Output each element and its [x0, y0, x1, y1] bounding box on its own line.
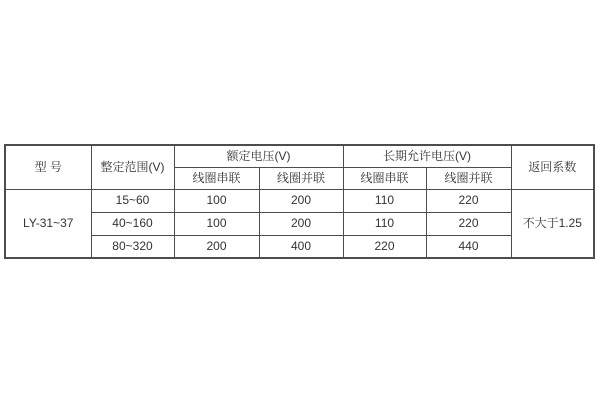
- header-setting-range: 整定范围(V): [91, 145, 174, 189]
- header-long-term-voltage: 长期允许电压(V): [343, 145, 511, 167]
- rated-series-value: 100: [174, 189, 259, 212]
- allow-parallel-value: 440: [426, 235, 511, 258]
- allow-series-value: 110: [343, 212, 426, 235]
- allow-parallel-value: 220: [426, 189, 511, 212]
- header-return-coefficient: 返回系数: [511, 145, 594, 189]
- table-row: [5, 212, 594, 235]
- header-allow-coil-series: 线圈串联: [343, 167, 426, 189]
- rated-parallel-value: 200: [259, 212, 343, 235]
- rated-series-value: 100: [174, 212, 259, 235]
- rated-series-value: 200: [174, 235, 259, 258]
- relay-spec-table: [4, 144, 595, 259]
- header-model: 型 号: [5, 145, 91, 189]
- header-rated-coil-series: 线圈串联: [174, 167, 259, 189]
- header-rated-coil-parallel: 线圈并联: [259, 167, 343, 189]
- rated-parallel-value: 400: [259, 235, 343, 258]
- table-row: [5, 235, 594, 258]
- header-row-1: [5, 145, 594, 167]
- allow-parallel-value: 220: [426, 212, 511, 235]
- setting-range-value: 15~60: [91, 189, 174, 212]
- setting-range-value: 40~160: [91, 212, 174, 235]
- rated-parallel-value: 200: [259, 189, 343, 212]
- allow-series-value: 220: [343, 235, 426, 258]
- header-allow-coil-parallel: 线圈并联: [426, 167, 511, 189]
- return-coefficient-value: 不大于1.25: [511, 189, 594, 258]
- header-rated-voltage: 额定电压(V): [174, 145, 343, 167]
- allow-series-value: 110: [343, 189, 426, 212]
- table-row: [5, 189, 594, 212]
- model-value: LY-31~37: [5, 189, 91, 258]
- setting-range-value: 80~320: [91, 235, 174, 258]
